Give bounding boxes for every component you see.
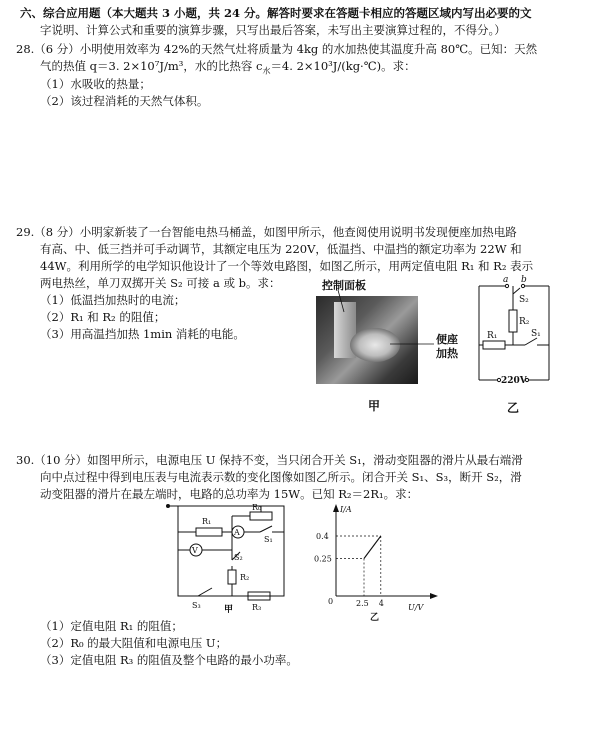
q30-jia-label-v: V [192, 546, 198, 555]
section-header-line2: 字说明、计算公式和重要的演算步骤，只写出最后答案，未写出主要演算过程的，不得分。） [40, 23, 506, 37]
q28-item-2: （2）该过程消耗的天然气体积。 [40, 94, 209, 108]
q30-line3: 动变阻器的滑片在最左端时，电路的总功率为 15W。已知 R₂＝2R₁。求： [40, 487, 419, 501]
q29-yi-label-220v: 220V [501, 376, 527, 386]
q30-jia-caption: 甲 [224, 605, 234, 615]
q29-line3: 44W。利用所学的电学知识他设计了一个等效电路图，如图乙所示，用两定值电阻 R₁ 和 R₂ 表示 [40, 259, 534, 273]
q30-item-1: （1）定值电阻 R₁ 的阻值； [40, 619, 183, 633]
q29-jia-caption: 甲 [368, 399, 381, 413]
q30-jia-label-r1: R₁ [202, 517, 212, 526]
q28-line1: 28.（6 分）小明使用效率为 42%的天然气灶将质量为 4kg 的水加热使其温度升高 80℃。已知：天然 [16, 42, 538, 56]
q29-yi-circuit [465, 272, 565, 422]
q28-water-sub: 水 [262, 66, 271, 76]
q30-yi-chart [314, 500, 444, 624]
q30-line1: 30.（10 分）如图甲所示，电源电压 U 保持不变，当只闭合开关 S₁，滑动变阻器的滑片从最右端滑 [16, 453, 523, 467]
q29-yi-label-r1: R₁ [487, 331, 498, 341]
q29-jia-label-control-panel: 控制面板 [322, 279, 366, 292]
q28-line2-b: ＝4. 2×10³J/(kg·℃)。求： [270, 59, 416, 73]
q29-yi-label-a: a [503, 275, 509, 285]
q30-jia-label-r3: R₃ [252, 603, 262, 612]
q30-yi-label-x: U/V [408, 603, 424, 612]
section-header-line1: 六、综合应用题（本大题共 3 小题，共 24 分。解答时要求在答题卡相应的答题区域内写出必要的文 [20, 6, 532, 20]
q29-item-2: （2）R₁ 和 R₂ 的阻值； [40, 310, 166, 324]
q30-jia-label-r2: R₂ [240, 573, 250, 582]
q29-line2: 有高、中、低三挡并可手动调节，其额定电压为 220V，低温挡、中温挡的额定功率为 22W 和 [40, 242, 522, 256]
q29-line1: 29.（8 分）小明家新装了一台智能电热马桶盖，如图甲所示，他查阅使用说明书发现便座加热电路 [16, 225, 517, 239]
q29-jia-label-heat: 加热 [436, 347, 458, 360]
q30-jia-label-a: A [234, 528, 240, 537]
q29-item-1: （1）低温挡加热时的电流； [40, 293, 186, 307]
q29-item-3: （3）用高温挡加热 1min 消耗的电能。 [40, 327, 245, 341]
q29-yi-caption: 乙 [507, 401, 520, 415]
q30-yi-tick-y1: 0.4 [316, 532, 329, 541]
q30-yi-label-y: I/A [340, 505, 352, 514]
q30-yi-tick-y2: 0.25 [314, 554, 332, 564]
q29-yi-label-b: b [521, 275, 527, 285]
q28-item-1: （1）水吸收的热量； [40, 77, 151, 91]
q29-yi-label-r2: R₂ [519, 317, 530, 327]
q28-line2-a: 气的热值 q＝3. 2×10⁷J/m³，水的比热容 c [40, 59, 263, 73]
q29-jia-leader-lines [330, 290, 440, 360]
q30-jia-label-s3: S₃ [192, 601, 201, 610]
q30-line2: 向中点过程中得到电压表与电流表示数的变化图像如图乙所示。闭合开关 S₁、S₃，断开 S₂，滑 [40, 470, 522, 484]
iu-line [364, 536, 381, 559]
q30-jia-label-r0: R₀ [252, 503, 262, 512]
q29-line4: 两电热丝，单刀双掷开关 S₂ 可接 a 或 b。求： [40, 276, 281, 290]
q29-jia-label-seat: 便座 [436, 333, 458, 346]
q30-yi-caption: 乙 [370, 613, 380, 623]
q29-yi-label-s2: S₂ [519, 295, 529, 305]
q29-yi-label-s1: S₁ [531, 329, 541, 339]
q30-yi-tick-x2: 4 [378, 599, 384, 608]
q30-yi-label-o: 0 [328, 597, 334, 606]
q30-item-3: （3）定值电阻 R₃ 的阻值及整个电路的最小功率。 [40, 653, 298, 667]
q30-jia-label-s1: S₁ [264, 535, 273, 544]
q30-item-2: （2）R₀ 的最大阻值和电源电压 U； [40, 636, 228, 650]
q30-jia-circuit [160, 496, 300, 616]
q30-yi-tick-x1: 2.5 [356, 599, 369, 608]
q30-jia-label-s2: S₂ [234, 553, 243, 562]
